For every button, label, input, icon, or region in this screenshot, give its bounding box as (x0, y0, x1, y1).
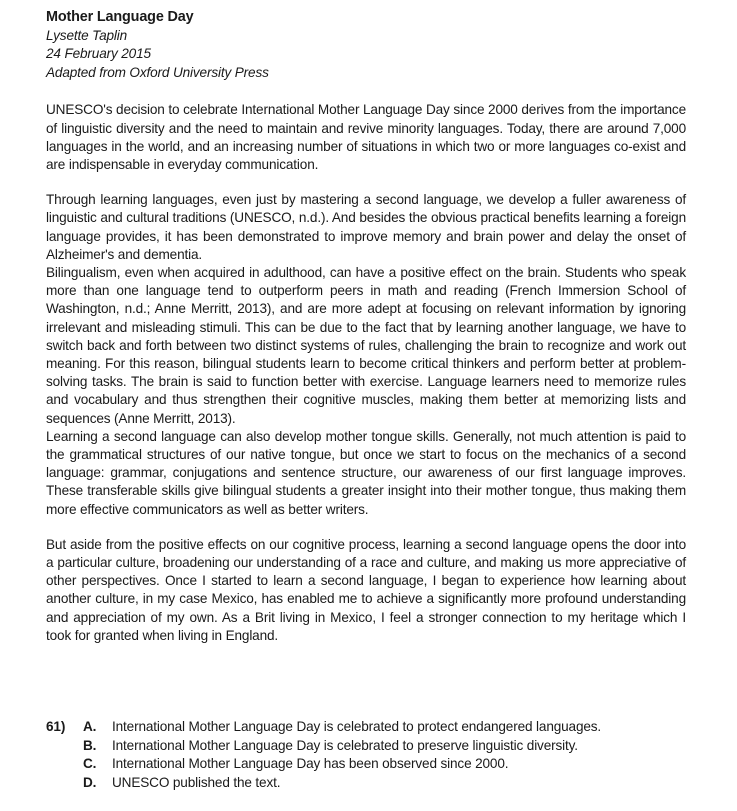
option-text: International Mother Language Day is celebrated to preserve linguistic diversity. (112, 737, 578, 753)
paragraph-4: Learning a second language can also develop mother tongue skills. Generally, not much attention is paid to the grammatical structures of our native tongue, but once we start to focus on the mechanics of a second language: grammar, conjugations and sentence structure, our awareness of our first language improves. These transferable skills give bilingual students a greater insight into their mother tongue, thus making them more effective communicators as well as better writers. (46, 428, 686, 517)
option-letter: B. (83, 737, 97, 753)
article-date: 24 February 2015 (46, 46, 151, 62)
paragraph-1: UNESCO's decision to celebrate International Mother Language Day since 2000 derives from the importance of linguistic diversity and the need to maintain and revive minority languages. Today, there are around 7,000 languages in the world, and an increasing number of situations in which two or more languages co-exist and are indispensable in everyday communication. (46, 102, 686, 172)
paragraph-5: But aside from the positive effects on our cognitive process, learning a second language opens the door into a particular culture, broadening our understanding of a race and culture, and making us more appreciative of other perspectives. Once I started to learn a second language, I began to experience how learning about another culture, in my case Mexico, has enabled me to achieve a significantly more profound understanding and appreciation of my own. As a Brit living in Mexico, I feel a stronger connection to my heritage which I took for granted when living in England. (46, 536, 686, 643)
option-b[interactable] (46, 737, 686, 756)
article-source: Adapted from Oxford University Press (46, 64, 269, 80)
option-a[interactable] (46, 718, 686, 737)
document-page (46, 8, 686, 645)
option-d[interactable] (46, 774, 686, 793)
option-letter: C. (83, 756, 97, 772)
option-text: International Mother Language Day is celebrated to protect endangered languages. (112, 719, 602, 734)
paragraph-2: Through learning languages, even just by mastering a second language, we develop a fuller awareness of linguistic and cultural traditions (UNESCO, n.d.). And besides the obvious practical benefits learning a foreign language provides, it has been demonstrated to improve memory and brain power and delay the onset of Alzheimer's and dementia. (46, 192, 686, 262)
question-number: 61) (46, 719, 66, 734)
paragraph-3: Bilingualism, even when acquired in adulthood, can have a positive effect on the brain. Students who speak more than one language tend to outperform peers in math and reading (French Immersion School of Washington, n.d.; Anne Merritt, 2013), and are more adept at focusing on relevant information by ignoring irrelevant and misleading stimuli. This can be due to the fact that by learning another language, we have to switch back and forth between two distinct systems of rules, challenging the brain to recognize and work out meaning. For this reason, bilingual students learn to become critical thinkers and perform better at problem-solving tasks. The brain is said to function better with exercise. Language learners need to memorize rules and vocabulary and thus strengthen their cognitive muscles, making them better at memorizing lists and sequences (Anne Merritt, 2013). (46, 265, 686, 426)
question-61 (46, 718, 686, 792)
option-letter: D. (83, 774, 97, 790)
article-header (46, 8, 686, 82)
option-c[interactable] (46, 755, 686, 774)
option-text: International Mother Language Day has been observed since 2000. (112, 756, 509, 772)
option-letter: A. (83, 719, 97, 734)
option-text: UNESCO published the text. (112, 774, 281, 790)
article-title: Mother Language Day (46, 9, 194, 25)
article-author: Lysette Taplin (46, 27, 128, 43)
